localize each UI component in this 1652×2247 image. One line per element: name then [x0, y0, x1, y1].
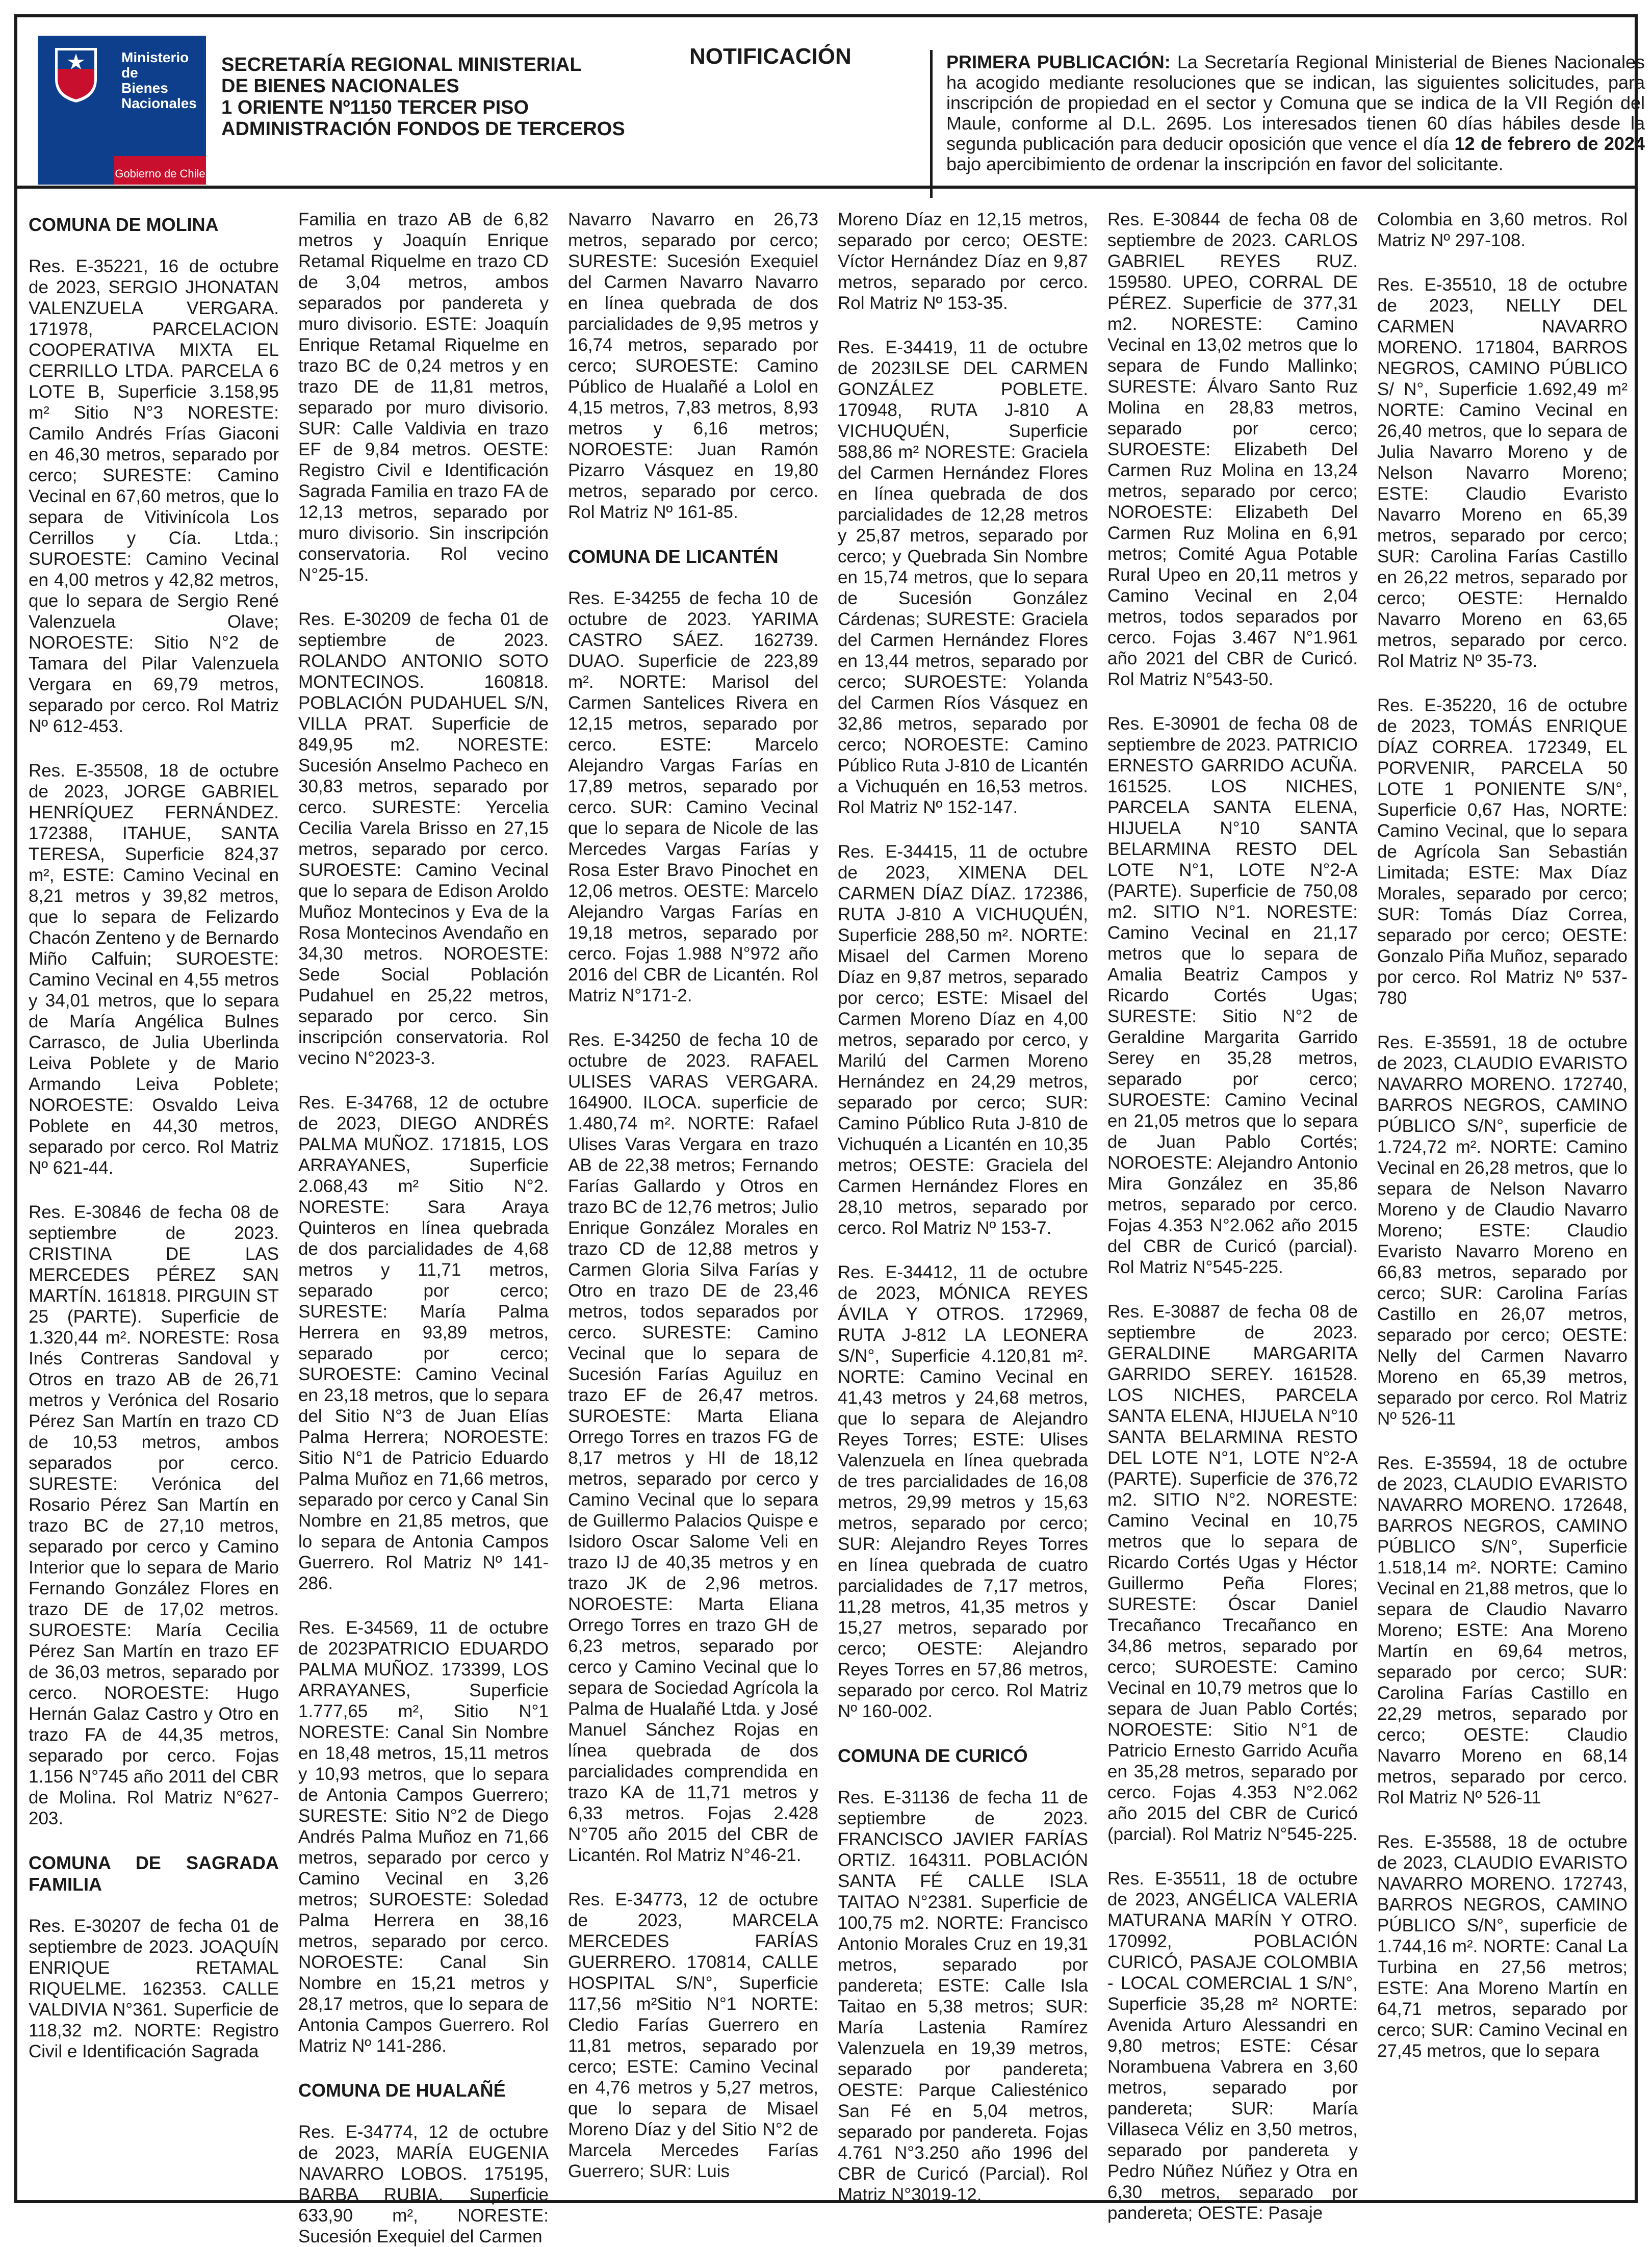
resolution-entry: Res. E-35220, 16 de octubre de 2023, TOMÁS ENRIQUE DÍAZ CORREA. 172349, EL PORVENIR, PARCELA 50 LOTE 1 PONIENTE S/N°, Superficie 0,67 Has, NORTE: Camino Vecinal, que lo separa de Agrícola San Sebastián Limitada; ESTE: Max Díaz Morales, separado por cerco; SUR: Tomás Díaz Correa, separado por cerco; OESTE: Gonzalo Piña Muñoz, separado por cerco. Rol Matriz Nº 537-780 — [1377, 695, 1628, 1008]
office-line: SECRETARÍA REGIONAL MINISTERIAL — [221, 54, 582, 75]
column-6 — [1377, 209, 1628, 2198]
publication-intro — [946, 52, 1645, 174]
comuna-heading: COMUNA DE LICANTÉN — [568, 546, 779, 567]
office-line: ADMINISTRACIÓN FONDOS DE TERCEROS — [221, 118, 625, 140]
resolution-entry: Res. E-35591, 18 de octubre de 2023, CLAUDIO EVARISTO NAVARRO MORENO. 172740, BARROS NEGROS, CAMINO PÚBLICO S/N°, superficie de 1.724,72 m². NORTE: Camino Vecinal en 26,28 metros, que lo separa de Nelson Navarro Moreno y de Claudio Navarro Moreno; ESTE: Claudio Evaristo Navarro Moreno en 66,83 metros, separado por cerco; SUR: Carolina Farías Castillo en 26,07 metros, separado por cerco; OESTE: Nelly del Carmen Navarro Moreno en 65,39 metros, separado por cerco. Rol Matriz Nº 526-11 — [1377, 1032, 1628, 1429]
resolution-entry: Navarro Navarro en 26,73 metros, separado por cerco; SURESTE: Sucesión Exequiel del Carmen Navarro Navarro en línea quebrada de dos parcialidades de 9,95 metros y 16,74 metros, separado por cerco; SUROESTE: Camino Público de Hualañé a Lolol en 4,15 metros, 7,83 metros, 8,93 metros y 6,16 metros; NOROESTE: Juan Ramón Pizarro Vásquez en 19,80 metros, separado por cerco. Rol Matriz Nº 161-85. — [568, 210, 818, 522]
column-4 — [838, 209, 1088, 2205]
office-line: 1 ORIENTE Nº1150 TERCER PISO — [221, 97, 529, 118]
resolution-entry: Res. E-34569, 11 de octubre de 2023PATRICIO EDUARDO PALMA MUÑOZ. 173399, LOS ARRAYANES, Superficie 1.777,65 m², Sitio N°1 NORESTE: Canal Sin Nombre en 18,48 metros, 15,11 metros y 10,93 metros, que lo separa de Antonia Campos Guerrero; SURESTE: Sitio N°2 de Diego Andrés Palma Muñoz en 71,66 metros, separado por cerco y Camino Vecinal en 3,26 metros; SUROESTE: Soledad Palma Herrera en 38,16 metros, separado por cerco. NOROESTE: Canal Sin Nombre en 15,21 metros y 28,17 metros, que lo separa de Antonia Campos Guerrero. Rol Matriz Nº 141-286. — [298, 1618, 549, 2056]
column-3 — [568, 209, 818, 2198]
notice-columns — [29, 209, 1628, 2246]
comuna-heading: COMUNA DE HUALAÑÉ — [298, 2080, 506, 2101]
notice-header — [17, 17, 1645, 189]
column-5 — [1107, 209, 1358, 2223]
ministry-logo — [38, 36, 206, 185]
resolution-entry: Res. E-34419, 11 de octubre de 2023ILSE DEL CARMEN GONZÁLEZ POBLETE. 170948, RUTA J-810 A VICHUQUÉN, Superficie 588,86 m² NORESTE: Graciela del Carmen Hernández Flores en línea quebrada de dos parcialidades de 12,28 metros y 25,87 metros, separado por cerco; y Quebrada Sin Nombre en 15,74 metros, que lo separa de Sucesión González Cárdenas; SURESTE: Graciela del Carmen Hernández Flores en 13,44 metros, separado por cerco; SUROESTE: Yolanda del Carmen Ríos Vásquez en 32,86 metros, separado por cerco; NOROESTE: Camino Público Ruta J-810 de Licantén a Vichuquén en 16,53 metros. Rol Matriz Nº 152-147. — [838, 338, 1088, 817]
deadline-date: 12 de febrero de 2024 — [1454, 133, 1645, 154]
resolution-entry: Res. E-35588, 18 de octubre de 2023, CLAUDIO EVARISTO NAVARRO MORENO. 172743, BARROS NEGROS, CAMINO PÚBLICO S/N°, superficie de 1.744,16 m². NORTE: Canal La Turbina en 27,56 metros; ESTE: Ana Moreno Martín en 64,71 metros, separado por cerco; SUR: Camino Vecinal en 27,45 metros, que lo separa — [1377, 1832, 1628, 2061]
resolution-entry: Res. E-34773, 12 de octubre de 2023, MARCELA MERCEDES FARÍAS GUERRERO. 170814, CALLE HOSPITAL S/N°, Superficie 117,56 m²Sitio N°1 NORTE: Cledio Farías Guerrero en 11,81 metros, separado por cerco; ESTE: Camino Vecinal en 4,76 metros y 5,27 metros, que lo separa de Misael Moreno Díaz y del Sitio N°2 de Marcela Mercedes Farías Guerrero; SUR: Luis — [568, 1890, 818, 2181]
resolution-entry: Res. E-35594, 18 de octubre de 2023, CLAUDIO EVARISTO NAVARRO MORENO. 172648, BARROS NEGROS, CAMINO PÚBLICO S/N°, Superficie 1.518,14 m². NORTE: Camino Vecinal en 21,88 metros, que lo separa de Claudio Navarro Moreno; ESTE: Ana Moreno Martín en 69,64 metros, separado por cerco; SUR: Carolina Farías Castillo en 22,29 metros, separado por cerco; OESTE: Claudio Navarro Moreno en 68,14 metros, separado por cerco. Rol Matriz Nº 526-11 — [1377, 1453, 1628, 1807]
office-line: DE BIENES NACIONALES — [221, 75, 459, 97]
comuna-heading: COMUNA DE MOLINA — [29, 214, 219, 235]
resolution-entry: Res. E-30887 de fecha 08 de septiembre de 2023. GERALDINE MARGARITA GARRIDO SEREY. 161528. LOS NICHES, PARCELA SANTA ELENA, HIJUELA N°10 SANTA BELARMINA RESTO DEL LOTE N°1, LOTE N°2-A (PARTE). Superficie de 376,72 m2. SITIO N°2. NORESTE: Camino Vecinal en 10,75 metros que lo separa de Ricardo Cortés Ugas y Héctor Guillermo Peña Flores; SURESTE: Óscar Daniel Trecañanco Trecañanco en 34,86 metros, separado por cerco; SUROESTE: Camino Vecinal en 10,79 metros que lo separa de Juan Pablo Cortés; NOROESTE: Sitio N°1 de Patricio Ernesto Garrido Acuña en 35,28 metros, separado por cerco. Fojas 4.353 N°2.062 año 2015 del CBR de Curicó (parcial). Rol Matriz N°545-225. — [1107, 1302, 1358, 1844]
ministry-name: Ministerio de Bienes Nacionales — [121, 49, 197, 111]
resolution-entry: Res. E-35508, 18 de octubre de 2023, JORGE GABRIEL HENRÍQUEZ FERNÁNDEZ. 172388, ITAHUE, SANTA TERESA, Superficie 824,37 m², ESTE: Camino Vecinal en 8,21 metros y 39,82 metros, que lo separa de Felizardo Chacón Zenteno y de Bernardo Miño Calfuin; SUROESTE: Camino Vecinal en 4,55 metros y 34,01 metros, que lo separa de María Angélica Bulnes Carrasco, de Julia Uberlinda Leiva Poblete y de Mario Armando Leiva Poblete; NOROESTE: Osvaldo Leiva Poblete en 44,30 metros, separado por cerco. Rol Matriz Nº 621-44. — [29, 761, 279, 1178]
resolution-entry: Res. E-35510, 18 de octubre de 2023, NELLY DEL CARMEN NAVARRO MORENO. 171804, BARROS NEGROS, CAMINO PÚBLICO S/ N°, Superficie 1.692,49 m² NORTE: Camino Vecinal en 26,40 metros, que lo separa de Julia Navarro Moreno y de Nelson Navarro Moreno; ESTE: Claudio Evaristo Navarro Moreno en 65,39 metros, separado por cerco; SUR: Carolina Farías Castillo en 26,22 metros, separado por cerco; OESTE: Hernaldo Navarro Moreno en 63,65 metros, separado por cerco. Rol Matriz Nº 35-73. — [1377, 275, 1628, 671]
resolution-entry: Res. E-34774, 12 de octubre de 2023, MARÍA EUGENIA NAVARRO LOBOS. 175195, BARBA RUBIA, Superficie 633,90 m², NORESTE: Sucesión Exequiel del Carmen — [298, 2122, 549, 2246]
resolution-entry: Res. E-30901 de fecha 08 de septiembre de 2023. PATRICIO ERNESTO GARRIDO ACUÑA. 161525. LOS NICHES, PARCELA SANTA ELENA, HIJUELA N°10 SANTA BELARMINA RESTO DEL LOTE N°1, LOTE N°2-A (PARTE). Superficie de 750,08 m2. SITIO N°1. NORESTE: Camino Vecinal en 21,17 metros que lo separa de Amalia Beatriz Campos y Ricardo Cortés Ugas; SURESTE: Sitio N°2 de Geraldine Margarita Garrido Serey en 35,28 metros, separado por cerco; SUROESTE: Camino Vecinal en 21,05 metros que lo separa de Juan Pablo Cortés; NOROESTE: Alejandro Antonio Mira González en 35,86 metros, separado por cerco. Fojas 4.353 N°2.062 año 2015 del CBR de Curicó (parcial). Rol Matriz N°545-225. — [1107, 714, 1358, 1277]
office-address — [221, 54, 660, 140]
resolution-entry: Familia en trazo AB de 6,82 metros y Joaquín Enrique Retamal Riquelme en trazo CD de 3,04 metros, ambos separados por pandereta y muro divisorio. ESTE: Joaquín Enrique Retamal Riquelme en trazo BC de 0,24 metros y en trazo DE de 11,81 metros, separado por muro divisorio. SUR: Calle Valdivia en trazo EF de 9,84 metros. OESTE: Registro Civil e Identificación Sagrada Familia en trazo FA de 12,13 metros, separado por muro divisorio. Sin inscripción conservatoria. Rol vecino N°25-15. — [298, 210, 549, 585]
government-label: Gobierno de Chile — [114, 156, 206, 185]
resolution-entry: Res. E-35511, 18 de octubre de 2023, ANGÉLICA VALERIA MATURANA MARÍN Y OTRO. 170992, POBLACIÓN CURICÓ, PASAJE COLOMBIA - LOCAL COMERCIAL 1 S/N°, Superficie 35,28 m² NORTE: Avenida Arturo Alessandri en 9,80 metros; ESTE: César Norambuena Vabrera en 3,60 metros, separado por pandereta; SUR: María Villaseca Véliz en 3,50 metros, separado por pandereta y Pedro Núñez Núñez y Otra en 6,30 metros, separado por pandereta; OESTE: Pasaje — [1107, 1869, 1358, 2223]
publication-text-end: bajo apercibimiento de ordenar la inscripción en favor del solicitante. — [946, 153, 1504, 174]
column-2 — [298, 209, 549, 2246]
notice-title: NOTIFICACIÓN — [689, 44, 851, 69]
publication-label: PRIMERA PUBLICACIÓN: — [946, 51, 1171, 72]
resolution-entry: Res. E-34412, 11 de octubre de 2023, MÓNICA REYES ÁVILA Y OTROS. 172969, RUTA J-812 LA LEONERA S/N°, Superficie 4.120,81 m². NORTE: Camino Vecinal en 41,43 metros y 24,68 metros, que lo separa de Alejandro Reyes Torres; ESTE: Ulises Valenzuela en línea quebrada de tres parcialidades de 16,08 metros, 29,99 metros y 15,63 metros, separado por cerco; SUR: Alejandro Reyes Torres en línea quebrada de cuatro parcialidades de 7,17 metros, 11,28 metros, 41,35 metros y 15,27 metros, separado por cerco; OESTE: Alejandro Reyes Torres en 57,86 metros, separado por cerco. Rol Matriz Nº 160-002. — [838, 1262, 1088, 1721]
resolution-entry: Colombia en 3,60 metros. Rol Matriz Nº 297-108. — [1377, 210, 1628, 250]
resolution-entry: Res. E-30207 de fecha 01 de septiembre de 2023. JOAQUÍN ENRIQUE RETAMAL RIQUELME. 162353. CALLE VALDIVIA N°361. Superficie de 118,32 m2. NORTE: Registro Civil e Identificación Sagrada — [29, 1916, 279, 2061]
resolution-entry: Res. E-30846 de fecha 08 de septiembre de 2023. CRISTINA DE LAS MERCEDES PÉREZ SAN MARTÍN. 161818. PIRGUIN ST 25 (PARTE). Superficie de 1.320,44 m². NORESTE: Rosa Inés Contreras Sandoval y Otros en trazo AB de 26,71 metros y Verónica del Rosario Pérez San Martín en trazo CD de 10,53 metros, ambos separados por cerco. SURESTE: Verónica del Rosario Pérez San Martín en trazo BC de 27,10 metros, separado por cerco y Camino Interior que lo separa de Mario Fernando González Flores en trazo DE de 17,02 metros. SUROESTE: María Cecilia Pérez San Martín en trazo EF de 36,03 metros, separado por cerco. NOROESTE: Hugo Hernán Galaz Castro y Otro en trazo FA de 44,35 metros, separado por cerco. Fojas 1.156 N°745 año 2011 del CBR de Molina. Rol Matriz N°627-203. — [29, 1202, 279, 1828]
resolution-entry: Res. E-34768, 12 de octubre de 2023, DIEGO ANDRÉS PALMA MUÑOZ. 171815, LOS ARRAYANES, Superficie 2.068,43 m² Sitio N°2. NORESTE: Sara Araya Quinteros en línea quebrada de dos parcialidades de 4,68 metros y 11,71 metros, separado por cerco; SURESTE: María Palma Herrera en 93,89 metros, separado por cerco; SUROESTE: Camino Vecinal en 23,18 metros, que lo separa del Sitio N°3 de Juan Elías Palma Herrera; NOROESTE: Sitio N°1 de Patricio Eduardo Palma Muñoz en 71,66 metros, separado por cerco y Canal Sin Nombre en 21,85 metros, que lo separa de Antonia Campos Guerrero. Rol Matriz Nº 141-286. — [298, 1093, 549, 1593]
header-divider — [930, 50, 933, 198]
publication-text: La Secretaría Regional Ministerial de Bienes Nacionales ha acogido mediante resoluciones que se indican, las siguientes solicitudes, para inscripción de propiedad en el sector y Comuna que se indica de la VII Región del Maule, conforme al D.L. 2695. Los interesados tienen 60 días hábiles desde la segunda publicación para deducir oposición que vence el día — [946, 51, 1645, 154]
comuna-heading: COMUNA DE CURICÓ — [838, 1745, 1028, 1766]
resolution-entry: Res. E-31136 de fecha 11 de septiembre de 2023. FRANCISCO JAVIER FARÍAS ORTIZ. 164311. POBLACIÓN SANTA FÉ CALLE ISLA TAITAO N°2381. Superficie de 100,75 m2. NORTE: Francisco Antonio Morales Cruz en 19,31 metros, separado por pandereta; ESTE: Calle Isla Taitao en 5,38 metros; SUR: María Lastenia Ramírez Valenzuela en 19,39 metros, separado por pandereta; OESTE: Parque Caliesténico San Fé en 5,04 metros, separado por pandereta. Fojas 4.761 N°3.250 año 1996 del CBR de Curicó (Parcial). Rol Matriz N°3019-12. — [838, 1788, 1088, 2205]
resolution-entry: Res. E-30844 de fecha 08 de septiembre de 2023. CARLOS GABRIEL REYES RUZ. 159580. UPEO, CORRAL DE PÉREZ. Superficie de 377,31 m2. NORESTE: Camino Vecinal en 13,02 metros que lo separa de Fundo Mallinko; SURESTE: Álvaro Santo Ruz Molina en 28,83 metros, separado por cerco; SUROESTE: Elizabeth Del Carmen Ruz Molina en 13,24 metros, separado por cerco; NOROESTE: Elizabeth Del Carmen Ruz Molina en 6,91 metros; Comité Agua Potable Rural Upeo en 20,11 metros y Camino Vecinal en 2,04 metros, todos separados por cerco. Fojas 3.467 N°1.961 año 2021 del CBR de Curicó. Rol Matriz N°543-50. — [1107, 210, 1358, 689]
resolution-entry: Res. E-34255 de fecha 10 de octubre de 2023. YARIMA CASTRO SÁEZ. 162739. DUAO. Superficie de 223,89 m². NORTE: Marisol del Carmen Santelices Rivera en 12,15 metros, separado por cerco. ESTE: Marcelo Alejandro Vargas Farías en 17,89 metros, separado por cerco. SUR: Camino Vecinal que lo separa de Nicole de las Mercedes Vargas Farías y Rosa Ester Bravo Pinochet en 12,06 metros. OESTE: Marcelo Alejandro Vargas Farías en 19,18 metros, separado por cerco. Fojas 1.988 N°972 año 2016 del CBR de Licantén. Rol Matriz N°171-2. — [568, 588, 818, 1005]
resolution-entry: Res. E-30209 de fecha 01 de septiembre de 2023. ROLANDO ANTONIO SOTO MONTECINOS. 160818. POBLACIÓN PUDAHUEL S/N, VILLA PRAT. Superficie de 849,95 m2. NORESTE: Sucesión Anselmo Pacheco en 30,83 metros, separado por cerco. SURESTE: Yercelia Cecilia Varela Brisso en 27,15 metros, separado por cerco. SUROESTE: Camino Vecinal que lo separa de Edison Aroldo Muñoz Montecinos y Eva de la Rosa Montecinos Avendaño en 34,30 metros. NOROESTE: Sede Social Población Pudahuel en 25,22 metros, separado por cerco. Sin inscripción conservatoria. Rol vecino N°2023-3. — [298, 609, 549, 1068]
chile-shield-icon — [38, 36, 114, 112]
resolution-entry: Res. E-34250 de fecha 10 de octubre de 2023. RAFAEL ULISES VARAS VERGARA. 164900. ILOCA. superficie de 1.480,74 m². NORTE: Rafael Ulises Varas Vergara en trazo AB de 22,38 metros; Fernando Farías Gallardo y Otros en trazo BC de 12,76 metros; Julio Enrique González Morales en trazo CD de 12,88 metros y Carmen Gloria Silva Farías y Otro en trazo DE de 23,46 metros, todos separados por cerco. SURESTE: Camino Vecinal que lo separa de Sucesión Farías Aguiluz en trazo EF de 26,47 metros. SUROESTE: Marta Eliana Orrego Torres en trazos FG de 8,17 metros y HI de 18,12 metros, separado por cerco y Camino Vecinal que lo separa de Guillermo Palacios Quispe e Isidoro Oscar Salome Veli en trazo IJ de 40,35 metros y en trazo JK de 2,96 metros. NOROESTE: Marta Eliana Orrego Torres en trazo GH de 6,23 metros, separado por cerco y Camino Vecinal que lo separa de Sociedad Agrícola la Palma de Hualañé Ltda. y José Manuel Sánchez Rojas en línea quebrada de dos parcialidades comprendida en trazo KA de 11,71 metros y 6,33 metros. Fojas 2.428 N°705 año 2015 del CBR de Licantén. Rol Matriz N°46-21. — [568, 1030, 818, 1865]
comuna-heading: COMUNA DE SAGRADA FAMILIA — [29, 1852, 279, 1895]
resolution-entry: Res. E-35221, 16 de octubre de 2023, SERGIO JHONATAN VALENZUELA VERGARA. 171978, PARCELACION COOPERATIVA MIXTA EL CERRILLO LTDA. PARCELA 6 LOTE B, Superficie 3.158,95 m² Sitio N°3 NORESTE: Camilo Andrés Frías Giaconi en 46,30 metros, separado por cerco; SURESTE: Camino Vecinal en 67,60 metros, que lo separa de Vitivinícola Los Cerrillos y Cía. Ltda.; SUROESTE: Camino Vecinal en 4,00 metros y 42,82 metros, que lo separa de Sergio René Valenzuela Olave; NOROESTE: Sitio N°2 de Tamara del Pilar Valenzuela Vergara en 69,79 metros, separado por cerco. Rol Matriz Nº 612-453. — [29, 256, 279, 736]
resolution-entry: Moreno Díaz en 12,15 metros, separado por cerco; OESTE: Víctor Hernández Díaz en 9,87 metros, separado por cerco. Rol Matriz Nº 153-35. — [838, 210, 1088, 313]
resolution-entry: Res. E-34415, 11 de octubre de 2023, XIMENA DEL CARMEN DÍAZ DÍAZ. 172386, RUTA J-810 A VICHUQUÉN, Superficie 288,50 m². NORTE: Misael del Carmen Moreno Díaz en 9,87 metros, separado por cerco; ESTE: Misael del Carmen Moreno Díaz en 4,00 metros, separado por cerco, y Marilú del Carmen Moreno Hernández en 24,29 metros, separado por cerco; SUR: Camino Público Ruta J-810 de Vichuquén a Licantén en 10,35 metros; OESTE: Graciela del Carmen Hernández Flores en 28,10 metros, separado por cerco. Rol Matriz Nº 153-7. — [838, 842, 1088, 1238]
column-1 — [29, 209, 279, 2198]
